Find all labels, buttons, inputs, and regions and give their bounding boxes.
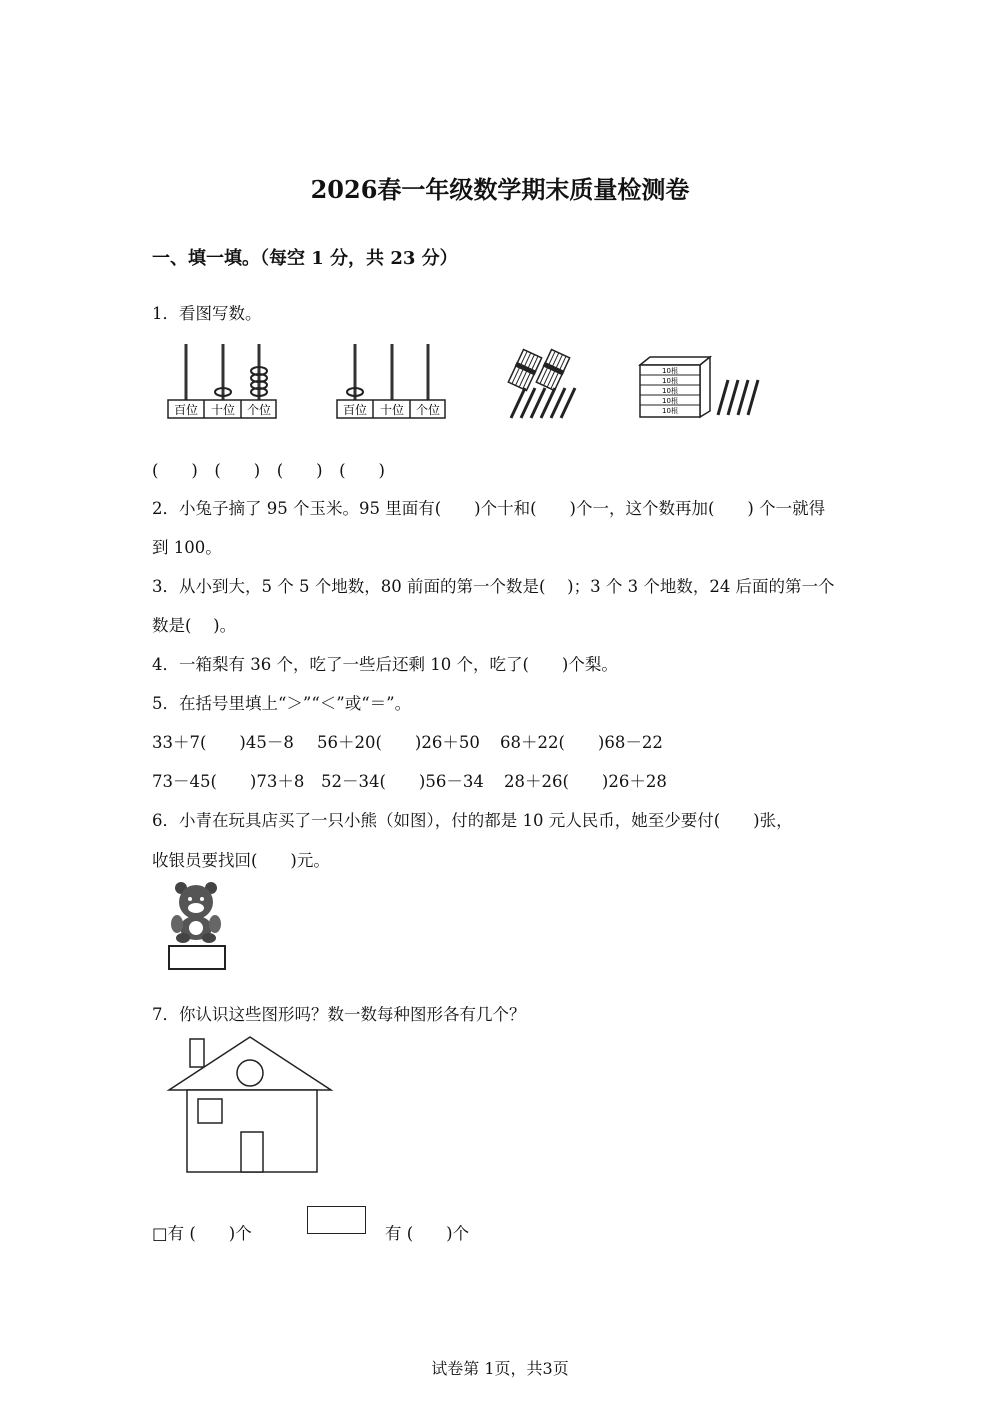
teddy-bear-image xyxy=(165,880,230,972)
bundle-label: 10根 xyxy=(662,407,678,415)
bundle-label: 10根 xyxy=(662,397,678,405)
page-title: 2026春一年级数学期末质量检测卷 xyxy=(310,175,690,204)
question-3-line-1: 3．从小到大，5 个 5 个地数，80 前面的第一个数是( )；3 个 3 个地数，24 后面的第一个 xyxy=(152,577,835,596)
section-heading: 一、填一填。（每空 1 分，共 23 分） xyxy=(152,248,458,269)
abacus-1-image xyxy=(166,340,278,420)
question-2-line-2: 到 100。 xyxy=(152,538,222,557)
square-count-answer[interactable]: □有 ( )个 xyxy=(152,1224,252,1243)
comparison-item[interactable]: 52－34( )56－34 xyxy=(321,772,484,791)
question-1-text: 1．看图写数。 xyxy=(152,304,262,323)
question-1-answer-blanks[interactable]: ( ) ( ) ( ) ( ) xyxy=(152,461,385,480)
abacus-label: 十位 xyxy=(379,403,405,417)
comparison-item[interactable]: 68＋22( )68－22 xyxy=(500,733,663,752)
rectangle-count-answer[interactable]: 有 ( )个 xyxy=(385,1224,470,1243)
bundle-label: 10根 xyxy=(662,387,678,395)
page-footer: 试卷第 1页，共3页 xyxy=(431,1359,569,1378)
abacus-label: 个位 xyxy=(246,403,272,417)
comparison-item[interactable]: 33＋7( )45－8 xyxy=(152,733,294,752)
abacus-label: 百位 xyxy=(342,403,368,417)
rectangle-shape-icon xyxy=(307,1206,366,1234)
question-4-text: 4．一箱梨有 36 个，吃了一些后还剩 10 个，吃了( )个梨。 xyxy=(152,655,618,674)
question-6-line-2: 收银员要找回( )元。 xyxy=(152,851,330,870)
comparison-item[interactable]: 28＋26( )26＋28 xyxy=(504,772,667,791)
abacus-label: 百位 xyxy=(173,403,199,417)
bundle-label: 10根 xyxy=(662,377,678,385)
comparison-item[interactable]: 73－45( )73＋8 xyxy=(152,772,305,791)
abacus-2-image xyxy=(335,340,447,420)
stick-bundles-image xyxy=(505,348,585,423)
question-6-line-1: 6．小青在玩具店买了一只小熊（如图），付的都是 10 元人民币，她至少要付( )张， xyxy=(152,811,793,830)
comparison-item[interactable]: 56＋20( )26＋50 xyxy=(317,733,480,752)
question-5-text: 5．在括号里填上“＞”“＜”或“＝”。 xyxy=(152,694,412,713)
bundle-box-image xyxy=(638,355,763,420)
abacus-label: 个位 xyxy=(415,403,441,417)
abacus-label: 十位 xyxy=(210,403,236,417)
bundle-label: 10根 xyxy=(662,367,678,375)
question-2-line-1: 2．小兔子摘了 95 个玉米。95 里面有( )个十和( )个一，这个数再加( ) 个一就得 xyxy=(152,499,826,518)
house-image xyxy=(165,1035,335,1175)
question-7-text: 7．你认识这些图形吗？数一数每种图形各有几个？ xyxy=(152,1005,526,1024)
question-3-line-2: 数是( )。 xyxy=(152,616,237,635)
